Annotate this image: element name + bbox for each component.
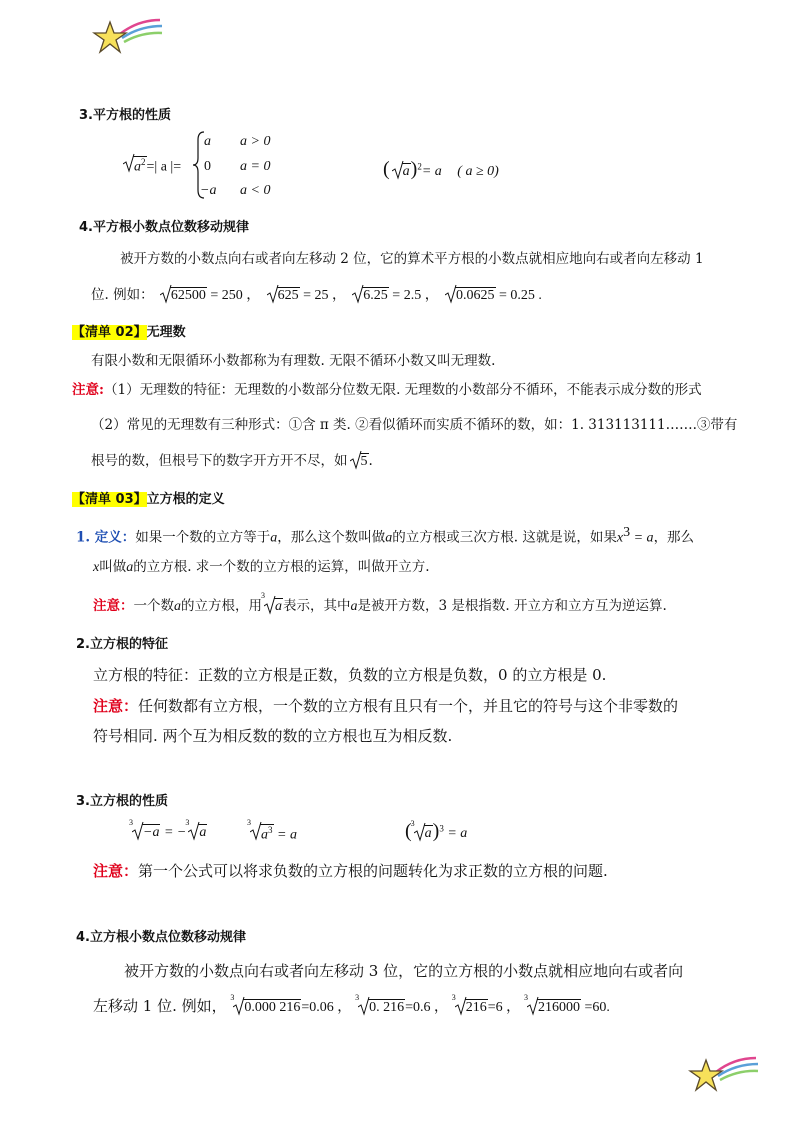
definition-note: 注意：一个数a的立方根，用 3 a表示，其中a是被开方数，3 是根指数. 开立方和立方互为逆运算. (93, 591, 667, 614)
paragraph: 左移动 1 位. 例如， 3 0.000 216=0.06 ， 3 0. 216=0.6 ， 3 216=6 ， 3 216000 =60. (93, 993, 610, 1015)
section-heading-cube-features: 2.立方根的特征 (76, 637, 168, 652)
definition-line-2: x叫做a的立方根. 求一个数的立方根的运算，叫做开立方. (93, 559, 430, 575)
shooting-star-icon (92, 14, 164, 58)
case-positive-condition: a > 0 (240, 134, 271, 149)
case-zero-condition: a = 0 (240, 159, 271, 174)
case-positive-value: a (204, 134, 211, 149)
note-1: 注意:（1）无理数的特征：无理数的小数部分位数无限. 无理数的小数部分不循环，不能表示成分数的形式 (72, 382, 702, 398)
section-heading-sqrt-properties: 3.平方根的性质 (79, 108, 171, 123)
paragraph: 立方根的特征：正数的立方根是正数，负数的立方根是负数，0 的立方根是 0. (93, 666, 607, 684)
note-line-2: 符号相同. 两个互为相反数的数的立方根也互为相反数. (93, 727, 453, 745)
list-tag-03: 【清单 03】 (72, 492, 147, 507)
paragraph: 被开方数的小数点向右或者向左移动 2 位，它的算术平方根的小数点就相应地向右或者向左移动 1 (120, 251, 704, 267)
case-negative-condition: a < 0 (240, 183, 271, 198)
definition-line-1: 1. 定义：如果一个数的立方等于a，那么这个数叫做a的立方根或三次方根. 这就是说，如果$x^3 = a$，那么 (76, 525, 695, 546)
formula-cube-of-cube-root: ( 3 a)$^3$ = a (405, 819, 468, 842)
formula-sqrt-abs: $a^2=|$ a |= (121, 156, 181, 176)
note-3: 根号的数，但根号下的数字开方开不尽，如 5. (91, 453, 373, 469)
note: 注意：第一个公式可以将求负数的立方根的问题转化为求正数的立方根的问题. (93, 862, 608, 880)
list-tag-02: 【清单 02】 (72, 325, 147, 340)
formula-cube-neg: 3 −a = − 3 a (129, 818, 207, 840)
case-zero-value: 0 (204, 159, 211, 174)
formula-cube-root-of-cube: 3 $a^3 = a$ (247, 818, 297, 843)
note-line-1: 注意：任何数都有立方根，一个数的立方根有且只有一个，并且它的符号与这个非零数的 (93, 697, 679, 715)
section-heading-sqrt-shift: 4.平方根小数点位数移动规律 (79, 220, 249, 235)
shooting-star-icon (688, 1052, 760, 1096)
section-heading-list02: 【清单 02】无理数 (72, 325, 186, 340)
formula-sqrt-squared: ( a)$^2$= a ( a ≥ 0) (383, 158, 499, 180)
paragraph: 有限小数和无限循环小数都称为有理数. 无限不循环小数又叫无理数. (91, 353, 496, 369)
note-2: （2）常见的无理数有三种形式：①含 π 类. ②看似循环而实质不循环的数，如：1. 313113111…….③带有 (91, 417, 738, 433)
section-heading-list03: 【清单 03】立方根的定义 (72, 492, 225, 507)
case-negative-value: −a (200, 183, 217, 198)
section-heading-cube-properties: 3.立方根的性质 (76, 794, 168, 809)
section-heading-cube-shift: 4.立方根小数点位数移动规律 (76, 930, 246, 945)
paragraph: 位. 例如： 62500 = 250 ， 625 = 25 ， 6.25 = 2.5 ， 0.0625 = 0.25 . (91, 287, 542, 303)
paragraph: 被开方数的小数点向右或者向左移动 3 位，它的立方根的小数点就相应地向右或者向 (124, 962, 684, 980)
